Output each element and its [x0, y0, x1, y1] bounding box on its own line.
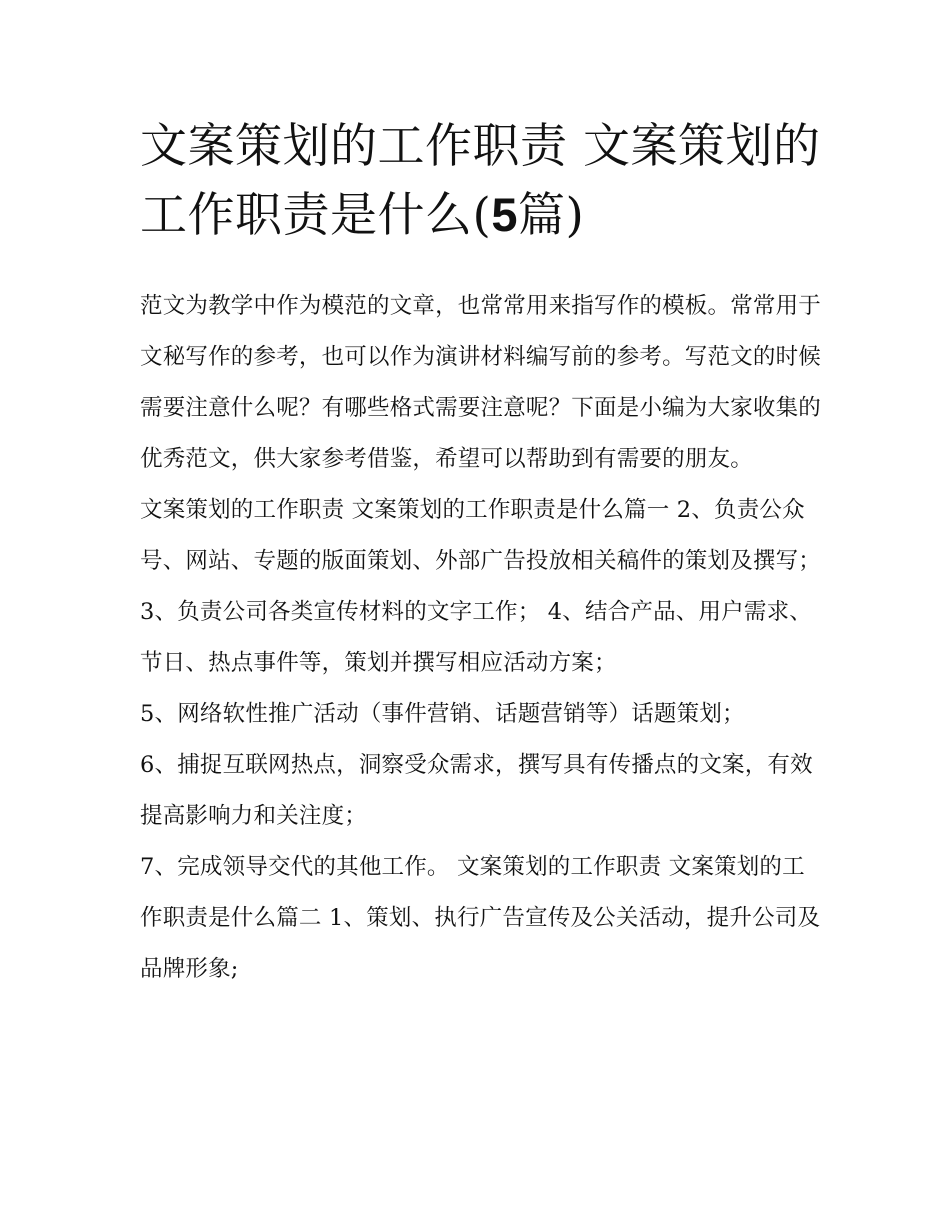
paragraph-duty-5: 5、网络软性推广活动（事件营销、话题营销等）话题策划； — [140, 701, 745, 727]
document-body — [140, 281, 825, 995]
paragraph-duty-6: 6、捕捉互联网热点，洞察受众需求，撰写具有传播点的文案，有效提高影响力和关注度； — [140, 752, 813, 829]
document-title — [140, 113, 830, 250]
paragraph-duty-7: 7、完成领导交代的其他工作。 文案策划的工作职责 文案策划的工作职责是什么篇二 1、策划、执行广告宣传及公关活动，提升公司及品牌形象; — [140, 854, 821, 982]
paragraph-duty-2: 文案策划的工作职责 文案策划的工作职责是什么篇一 2、负责公众号、网站、专题的版面策划、外部广告投放相关稿件的策划及撰写； — [140, 497, 822, 574]
paragraph-duty-3-4: 3、负责公司各类宣传材料的文字工作； 4、结合产品、用户需求、节日、热点事件等，策划并撰写相应活动方案； — [140, 599, 812, 676]
title-text: 文案策划的工作职责 文案策划的工作职责是什么( — [140, 119, 821, 243]
title-count: 5 — [491, 188, 518, 241]
paragraph-intro: 范文为教学中作为模范的文章，也常常用来指写作的模板。常常用于文秘写作的参考，也可以作为演讲材料编写前的参考。写范文的时候需要注意什么呢？有哪些格式需要注意呢？下面是小编为大家收集的优秀范文，供大家参考借鉴，希望可以帮助到有需要的朋友。 — [140, 293, 822, 472]
title-suffix: 篇) — [517, 188, 585, 243]
